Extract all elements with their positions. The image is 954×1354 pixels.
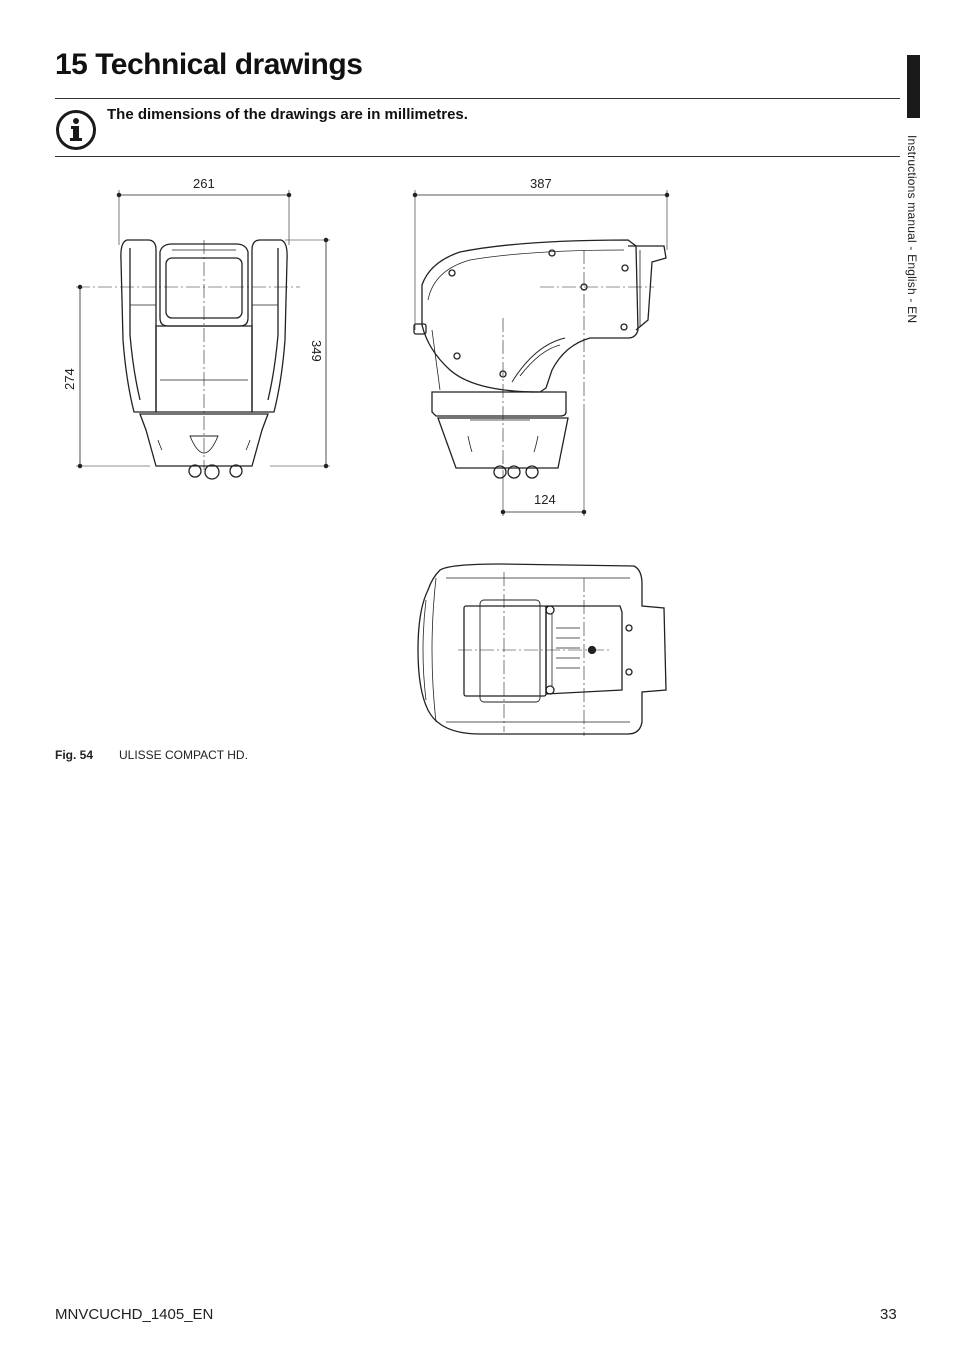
figure-caption [55,748,248,762]
front-view-drawing [76,190,330,479]
dimension-349-label: 349 [309,340,324,362]
footer-document-code: MNVCUCHD_1405_EN [55,1306,214,1323]
note-text: The dimensions of the drawings are in millimetres. [107,106,468,123]
side-view-drawing [413,190,668,516]
figure-caption-text: ULISSE COMPACT HD. [119,748,248,762]
dimension-274-label: 274 [62,368,77,390]
dimension-387-label: 387 [530,176,552,191]
page-title: 15 Technical drawings [55,48,363,81]
top-view-drawing [418,564,666,736]
page-number: 33 [880,1306,897,1323]
figure-number: Fig. 54 [55,748,94,762]
side-label: Instructions manual - English - EN [905,135,919,324]
dimension-261-label: 261 [193,176,215,191]
dimension-124-label: 124 [534,492,556,507]
